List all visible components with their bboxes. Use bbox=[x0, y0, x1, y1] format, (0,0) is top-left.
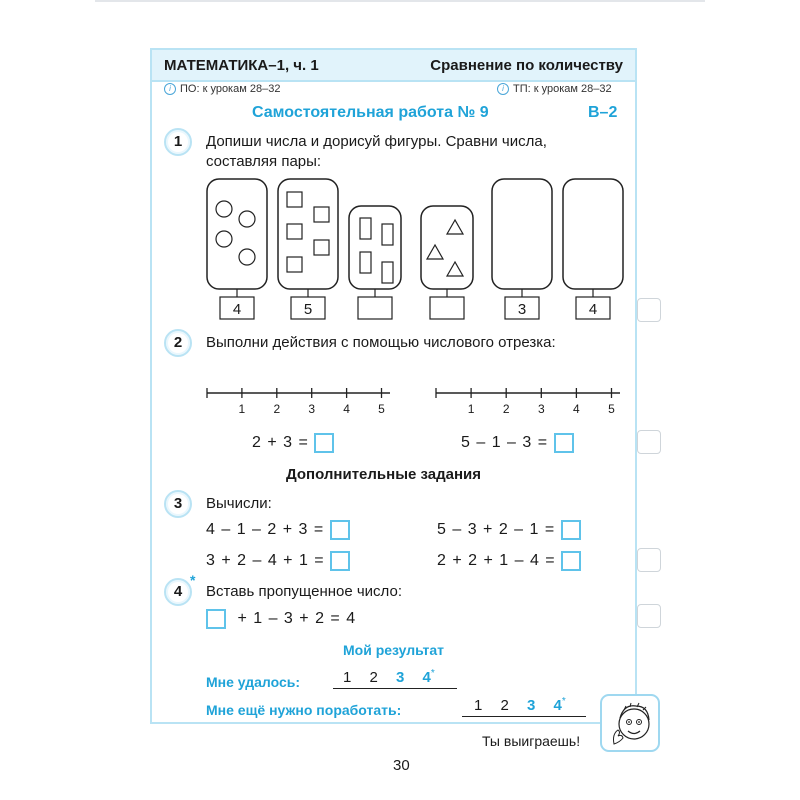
scale-star: * bbox=[430, 668, 435, 679]
scale-2[interactable]: 2 bbox=[500, 697, 509, 714]
task-1-number: 1 bbox=[164, 128, 192, 156]
task-4-star: * bbox=[190, 572, 196, 588]
task-2-number: 2 bbox=[164, 329, 192, 357]
scale-1[interactable]: 1 bbox=[343, 669, 352, 686]
scale-1[interactable]: 1 bbox=[474, 697, 483, 714]
result-row-2-scale bbox=[474, 696, 566, 714]
shape-card-3 bbox=[349, 206, 401, 319]
expr-text: 5 – 3 + 2 – 1 = bbox=[437, 521, 556, 539]
expr-text: 5 – 1 – 3 = bbox=[461, 434, 549, 452]
expr-text: 4 – 1 – 2 + 3 = bbox=[206, 521, 325, 539]
page-number: 30 bbox=[393, 757, 410, 774]
expr-text: 2 + 2 + 1 – 4 = bbox=[437, 552, 556, 570]
result-row-1-label: Мне удалось: bbox=[206, 674, 301, 690]
answer-box[interactable] bbox=[330, 551, 350, 571]
mascot-boy-image bbox=[600, 694, 660, 752]
tick-label: 2 bbox=[273, 402, 281, 416]
tick-label: 5 bbox=[378, 402, 385, 416]
info-tp-text: ТП: к урокам 28–32 bbox=[513, 83, 612, 95]
info-po bbox=[164, 83, 280, 95]
scale-star: * bbox=[561, 696, 566, 707]
task-1-line-2: составляя пары: bbox=[206, 153, 322, 170]
shape-card-1 bbox=[207, 179, 267, 319]
variant-label: В–2 bbox=[588, 104, 618, 121]
number-lines bbox=[200, 385, 630, 417]
tick-label: 1 bbox=[238, 402, 246, 416]
win-text: Ты выиграешь! bbox=[482, 733, 581, 749]
number-box-value: 4 bbox=[588, 301, 598, 318]
tick-label: 5 bbox=[608, 402, 615, 416]
result-title: Мой результат bbox=[343, 642, 445, 658]
task-4-expression bbox=[206, 609, 356, 629]
shape-card-2 bbox=[278, 179, 338, 319]
task-1-line-1: Допиши числа и дорисуй фигуры. Сравни числа, bbox=[206, 133, 547, 150]
task-2-text: Выполни действия с помощью числового отрезка: bbox=[206, 334, 556, 351]
tick-label: 4 bbox=[573, 402, 580, 416]
number-box-value: 3 bbox=[517, 301, 527, 318]
task-1-text bbox=[206, 132, 547, 172]
task-3-text: Вычисли: bbox=[206, 495, 272, 512]
number-box[interactable] bbox=[430, 297, 464, 319]
header-bar bbox=[152, 50, 635, 82]
side-tab-1[interactable] bbox=[637, 298, 661, 322]
scale-3[interactable]: 3 bbox=[396, 669, 405, 686]
result-row-2-label: Мне ещё нужно поработать: bbox=[206, 702, 402, 718]
number-box-value: 5 bbox=[303, 301, 313, 318]
expr-text: + 1 – 3 + 2 = 4 bbox=[237, 610, 357, 628]
scale-2[interactable]: 2 bbox=[369, 669, 378, 686]
answer-box[interactable] bbox=[554, 433, 574, 453]
expr-text: 2 + 3 = bbox=[252, 434, 309, 452]
answer-box[interactable] bbox=[330, 520, 350, 540]
shape-card-6 bbox=[563, 179, 623, 319]
tick-label: 3 bbox=[537, 402, 545, 416]
tick-label: 1 bbox=[467, 402, 475, 416]
task-3-expr-1 bbox=[206, 520, 350, 540]
scale-4[interactable]: 4 bbox=[553, 697, 562, 714]
number-line-1 bbox=[207, 388, 390, 416]
task-3-number: 3 bbox=[164, 490, 192, 518]
tick-label: 3 bbox=[308, 402, 316, 416]
task-2-expression-left bbox=[252, 433, 334, 453]
side-tab-3[interactable] bbox=[637, 548, 661, 572]
task-2-expression-right bbox=[461, 433, 574, 453]
topic-title: Сравнение по количеству bbox=[430, 57, 623, 74]
task-3-expr-4 bbox=[437, 551, 581, 571]
result-row-1-scale bbox=[343, 668, 435, 686]
side-tab-2[interactable] bbox=[637, 430, 661, 454]
expr-text: 3 + 2 – 4 + 1 = bbox=[206, 552, 325, 570]
scale-3[interactable]: 3 bbox=[527, 697, 536, 714]
tick-label: 2 bbox=[502, 402, 510, 416]
shape-cards bbox=[195, 170, 625, 330]
answer-box[interactable] bbox=[561, 520, 581, 540]
scale-4[interactable]: 4 bbox=[422, 669, 431, 686]
subject-title: МАТЕМАТИКА–1, ч. 1 bbox=[164, 57, 319, 74]
task-3-expr-3 bbox=[206, 551, 350, 571]
shape-card-5 bbox=[492, 179, 552, 319]
result-row-1-line bbox=[333, 688, 457, 689]
task-4-number: 4 bbox=[164, 578, 192, 606]
answer-box[interactable] bbox=[206, 609, 226, 629]
number-box-value: 4 bbox=[232, 301, 242, 318]
work-title: Самостоятельная работа № 9 bbox=[252, 104, 489, 121]
shape-card-4 bbox=[421, 206, 473, 319]
result-row-2-line bbox=[462, 716, 586, 717]
side-tab-4[interactable] bbox=[637, 604, 661, 628]
info-tp bbox=[497, 83, 612, 95]
task-4-text: Вставь пропущенное число: bbox=[206, 583, 402, 600]
answer-box[interactable] bbox=[561, 551, 581, 571]
number-box[interactable] bbox=[358, 297, 392, 319]
tick-label: 4 bbox=[343, 402, 350, 416]
info-po-text: ПО: к урокам 28–32 bbox=[180, 83, 281, 95]
task-3-expr-2 bbox=[437, 520, 581, 540]
info-icon: i bbox=[164, 83, 176, 95]
answer-box[interactable] bbox=[314, 433, 334, 453]
info-icon: i bbox=[497, 83, 509, 95]
extra-tasks-title: Дополнительные задания bbox=[286, 466, 482, 483]
page-top-edge bbox=[95, 0, 705, 2]
number-line-2 bbox=[436, 388, 620, 416]
